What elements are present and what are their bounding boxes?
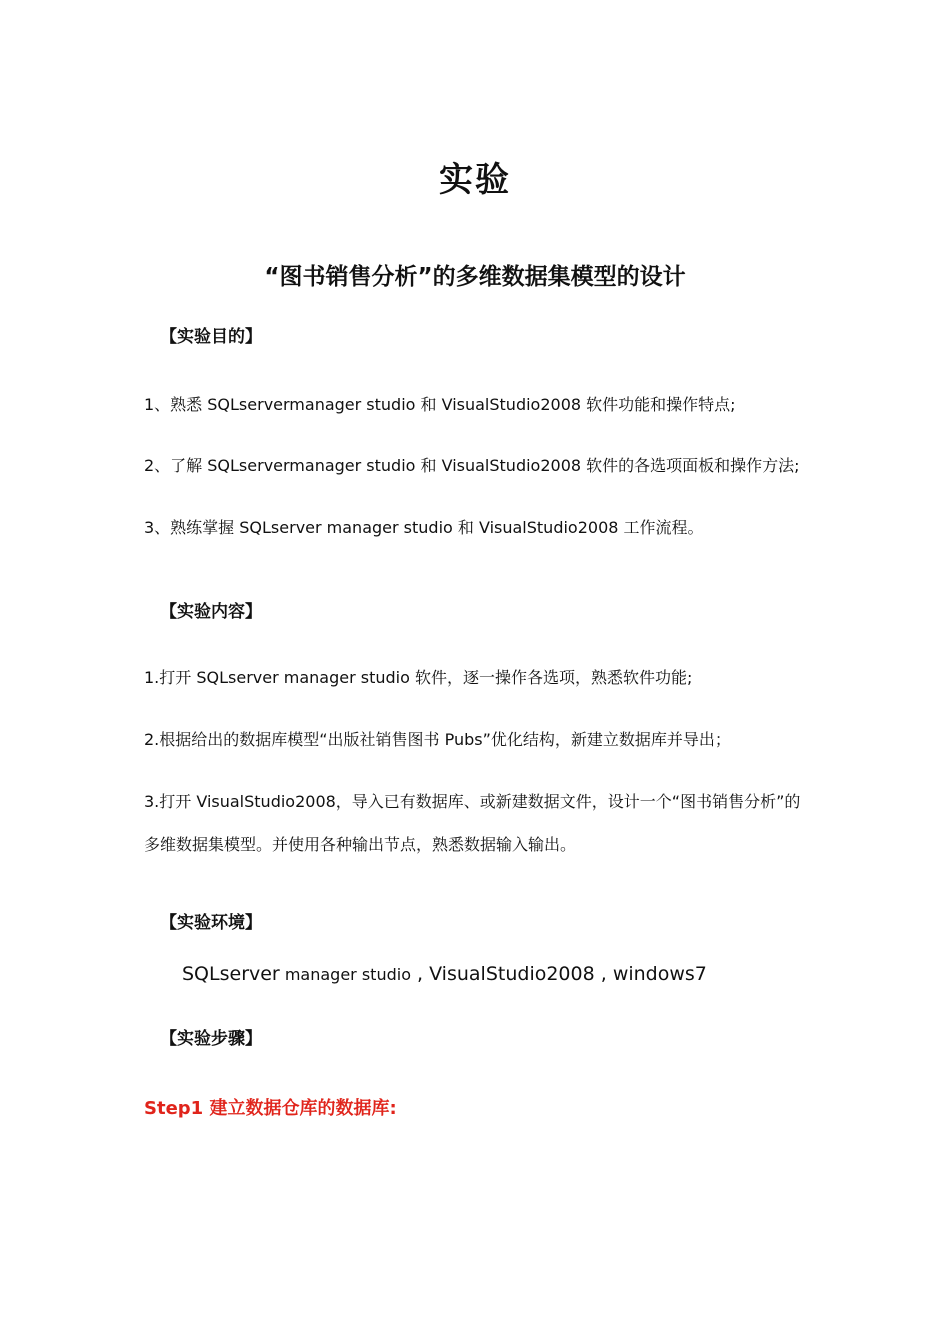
purpose-item-2: 2、了解 SQLservermanager studio 和 VisualStudio2008 软件的各选项面板和操作方法;	[144, 456, 800, 475]
environment-text-part2: manager studio	[279, 965, 411, 984]
page-title: 实验	[439, 160, 511, 200]
purpose-item-1: 1、熟悉 SQLservermanager studio 和 VisualStudio2008 软件功能和操作特点;	[144, 395, 736, 414]
content-item-3: 3.打开 VisualStudio2008，导入已有数据库、或新建数据文件，设计一个“图书销售分析”的多维数据集模型。并使用各种输出节点，熟悉数据输入输出。	[144, 792, 801, 854]
page-subtitle: “图书销售分析”的多维数据集模型的设计	[264, 264, 686, 290]
step1-heading: Step1 建立数据仓库的数据库:	[144, 1098, 397, 1119]
content-item-2: 2.根据给出的数据库模型“出版社销售图书 Pubs”优化结构，新建立数据库并导出；	[144, 730, 731, 749]
content-item-1: 1.打开 SQLserver manager studio 软件，逐一操作各选项，熟悉软件功能;	[144, 668, 693, 687]
environment-text	[182, 963, 707, 985]
section-heading-content: 【实验内容】	[160, 602, 262, 622]
purpose-item-3: 3、熟练掌握 SQLserver manager studio 和 VisualStudio2008 工作流程。	[144, 518, 704, 537]
environment-text-part1: SQLserver	[182, 963, 280, 985]
section-heading-steps: 【实验步骤】	[160, 1029, 262, 1049]
section-heading-purpose: 【实验目的】	[160, 327, 262, 347]
environment-text-part3: , VisualStudio2008 , windows7	[410, 963, 707, 985]
section-heading-environment: 【实验环境】	[160, 913, 262, 933]
